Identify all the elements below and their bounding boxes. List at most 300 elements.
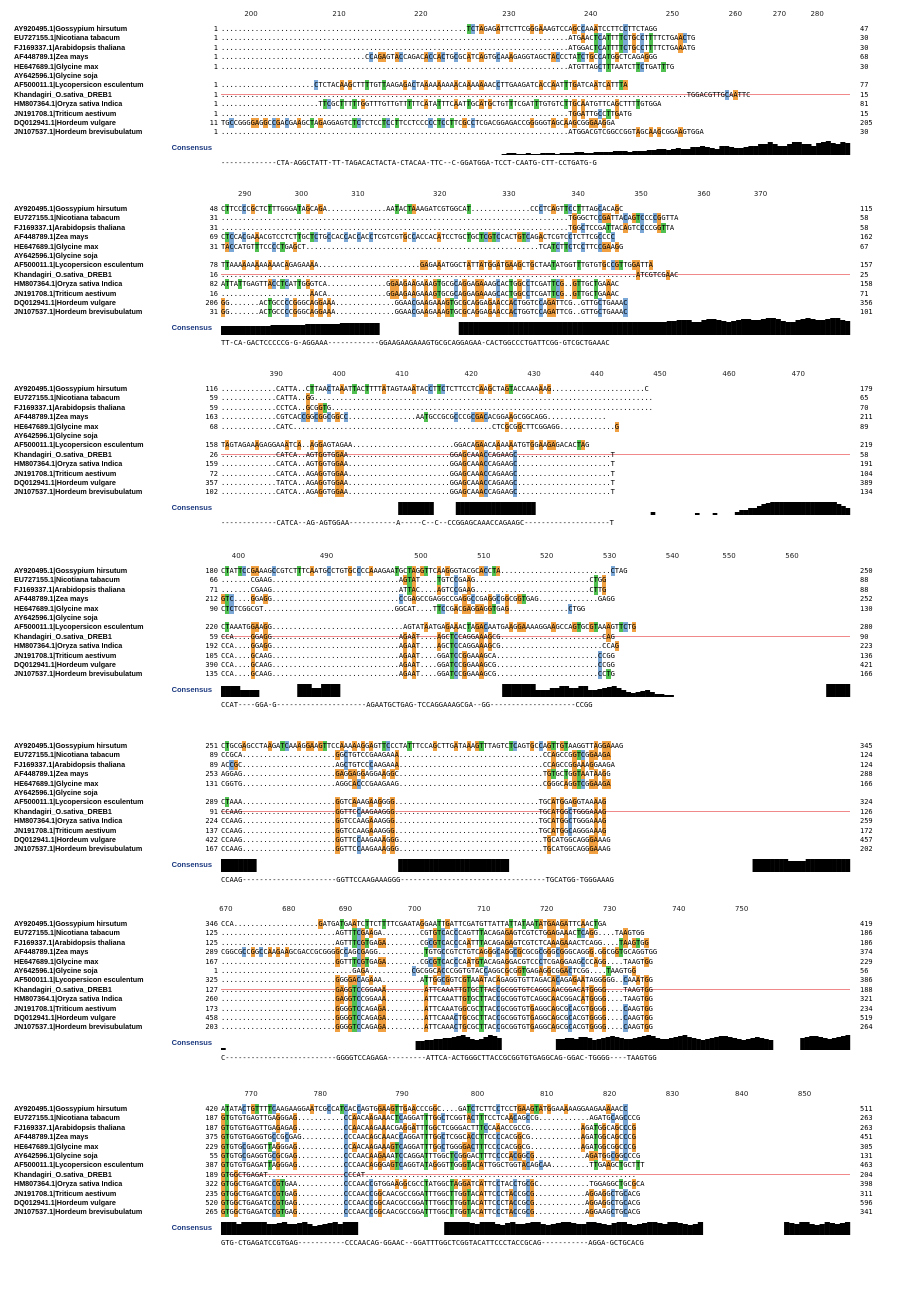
consensus-bar [315,324,320,335]
consensus-bar [246,326,251,335]
consensus-bar [254,690,259,697]
sequence-start-position: 189 [205,1170,218,1179]
consensus-bar [245,690,250,697]
consensus-bar [789,1223,794,1235]
consensus-bar [478,859,483,872]
consensus-bar [642,322,647,335]
consensus-bar [617,1222,622,1235]
consensus-bar [518,322,523,335]
consensus-bar [846,859,851,872]
consensus-bar [779,859,784,872]
sequence-name: EU727155.1|Nicotiana tabacum [14,1113,120,1123]
sequence-end-position: 451 [860,1133,873,1142]
consensus-bar [655,1038,660,1050]
alignment-block [14,370,886,555]
sequence-name: JN191708.1|Triticum aestivum [14,1188,117,1198]
consensus-bar [282,1222,287,1235]
sequence-end-position: 130 [860,604,873,613]
sequence-name: HE647689.1|Glycine max [14,241,99,251]
consensus-bar [633,1038,638,1050]
consensus-bar [502,154,507,155]
sequence-name: JN191708.1|Triticum aestivum [14,825,117,835]
sequence-residues: ..................................................................................TGGCTCCGATTACAGTCCCCGGTTA [221,222,675,232]
consensus-bar [820,320,825,335]
consensus-bar [710,148,715,155]
sequence-start-position: 187 [205,1123,218,1132]
sequence-end-position: 88 [860,585,869,594]
consensus-bar [442,859,447,872]
consensus-bar [491,859,496,872]
consensus-bar [460,502,465,515]
sequence-name: EU727155.1|Nicotiana tabacum [14,928,120,938]
sequence-end-position: 345 [860,742,873,750]
ruler-tick-label: 290 [238,190,252,198]
sequence-name: EU727155.1|Nicotiana tabacum [14,393,120,403]
consensus-bar [464,322,469,335]
consensus-bar [753,146,758,155]
consensus-bar [569,688,574,697]
consensus-bar [806,859,811,872]
sequence-name: FJ169337.1|Arabidopsis thaliana [14,402,126,412]
consensus-bar [360,323,365,335]
ruler-tick-label: 320 [433,190,447,198]
consensus-bar [345,323,350,335]
sequence-residues: CCA....GCAAG..............................AGAAT....GGATCCGGAAAGCG........................CCGG [221,660,615,669]
consensus-bar [518,502,523,515]
consensus-label: Consensus [171,322,212,332]
sequence-end-position: 234 [860,1004,873,1013]
consensus-bar [612,686,617,697]
consensus-bar [460,859,465,872]
sequence-residues: .............TATCA..AGAGGTGGAA........................GGAGCAAACCAGAAGC......................T [221,478,615,487]
sequence-residues: .............CCTCA..GCGGTG............................................................................ [221,402,653,412]
sequence-start-position: 125 [205,938,218,947]
consensus-bar [474,322,479,335]
consensus-bar [626,692,631,697]
consensus-bar [487,859,492,872]
consensus-bar [678,1036,683,1050]
consensus-bar [252,859,257,872]
ruler-tick-label: 250 [665,10,680,18]
consensus-bar [257,1222,262,1235]
consensus-bar [618,151,623,155]
consensus-bar [504,859,509,872]
consensus-bar [805,1037,810,1050]
sequence-name: AF448789.1|Zea mays [14,594,89,604]
sequence-end-position: 205 [860,119,873,127]
consensus-bar [261,326,266,335]
ruler-tick-label: 400 [231,552,246,560]
sequence-name: DQ012941.1|Hordeum vulgare [14,660,116,669]
sequence-name: AF500011.1|Lycopersicon esculentum [14,622,144,632]
consensus-bar [773,144,778,155]
sequence-end-position: 15 [860,109,869,118]
sequence-residues: GTGTGTGAGGTGCCGCGAG..........CCCAACAGCAAACCAGGATTTGGCTCGGCACCTTCCCCACGGCG............AGATGGCAGCCCG [221,1132,636,1142]
consensus-bar [662,322,667,335]
sequence-end-position: 90 [860,632,869,641]
consensus-bar [779,502,784,515]
consensus-bar [447,859,452,872]
sequence-residues: ...........................GAGGTCCGGAAA.........ATTCAAATTGTGCTTACCGCGGTGTCAGGCAACGGACATGGGG....TAAGTGG [221,994,653,1004]
consensus-bar [832,502,837,515]
consensus-bar [429,1040,434,1050]
sequence-residues: .......CGAAG..............................ATTAC....AGTCCGAAG...........................CTTG [221,584,607,594]
consensus-bar [398,502,403,515]
consensus-bar [443,1038,448,1050]
consensus-bar [636,692,641,697]
sequence-residues: GTGTGTGAGATTAGGGAG...........CCCAACAGGGAGTCAGGTATAGGGTTGGGTACATTGGCTGGTACAGCAA.........TTGAAGCTGCTTT [221,1160,645,1170]
sequence-residues: CCAAG......................GGTTCCAAGAAAGGG..................................TGCATGGCAGGGAAAG [221,835,611,844]
consensus-bar [784,1222,789,1235]
sequence-start-position: 26 [209,450,218,459]
consensus-bar [761,319,766,335]
consensus-bar [764,1039,769,1050]
consensus-bar [330,324,335,335]
consensus-bar [799,1222,804,1235]
consensus-bar [676,148,681,155]
consensus-bar [801,861,806,872]
sequence-name: DQ012941.1|Hordeum vulgare [14,478,116,487]
consensus-bar [701,1040,706,1050]
sequence-start-position: 235 [205,1189,218,1198]
ruler-tick-label: 310 [351,190,365,198]
consensus-bar [828,502,833,515]
consensus-bar [583,1037,588,1050]
sequence-residues: GG.......ACTGCCCCGGGCAGGAAA..............GGAACGAAGAAAGTGCGCAGGAGAACCACTGGTCCAGATTCG..GTTGCTGAAAC [221,307,628,317]
sequence-end-position: 136 [860,651,873,660]
consensus-histogram [221,497,861,515]
consensus-bar [821,142,826,155]
consensus-bar [815,320,820,335]
alignment-block [14,905,886,1090]
sequence-end-position: 88 [860,576,869,585]
consensus-bar [632,151,637,155]
consensus-bar [578,322,583,335]
ruler-tick-label: 260 [728,10,743,18]
consensus-bar [770,502,775,515]
consensus-bar [804,1222,809,1235]
consensus-bar [321,684,326,697]
consensus-histogram [221,679,861,697]
consensus-bar [705,147,710,155]
consensus-bar [235,686,240,697]
sequence-name: FJ169337.1|Arabidopsis thaliana [14,584,126,594]
consensus-bar [787,144,792,155]
consensus-label: Consensus [171,859,212,869]
consensus-bar [528,322,533,335]
sequence-residues: ..................................................................................ATGTTAGCTTTAATCTTCTGATTTG [221,61,675,71]
sequence-name: AY642596.1|Glycine soja [14,788,98,797]
consensus-bar [845,1035,850,1050]
consensus-bar [592,322,597,335]
consensus-bar [652,150,657,155]
sequence-start-position: 422 [205,836,218,844]
consensus-sequence: -------------CTA-AGGCTATT-TT-TAGACACTACTA-CTACAA-TTC--C-GGATGGA-TCCT-CAATG-CTT-CCTGATG-G [221,157,597,167]
sequence-residues: TGCCGGGGAGGCCGACGAAGCTAGAGGAGTCTCTCTCCTCCTTCCTCCCCCTCCTTCGCCTCGACGGAGACCGGGGGTAGCAAGCGGGAAGGA [221,118,615,127]
consensus-bar [456,859,461,872]
consensus-bar [612,1223,617,1235]
ruler-tick-label: 230 [502,10,516,18]
sequence-residues: ..................................................................................ATGGACGTCGGCCGGTAGCAAGCGGAAGTGGA [221,127,704,137]
consensus-bar [588,322,593,335]
sequence-end-position: 58 [860,223,869,232]
sequence-end-position: 101 [860,308,873,317]
sequence-name: HE647689.1|Glycine max [14,61,99,71]
consensus-bar [836,1037,841,1050]
consensus-bar [320,324,325,335]
sequence-end-position: 115 [860,205,873,213]
sequence-residues: TTAAAAAAAAAAAACAGAGAAAA........................GAGAAATGGCTATTATGGATGAAGCTGCTAATATGGTTTGTGTGCCGTTGGATTA [221,260,653,270]
consensus-bar [272,1224,277,1235]
consensus-bar [777,146,782,155]
consensus-bar [683,1035,688,1050]
sequence-start-position: 251 [205,742,218,750]
sequence-name: HM807364.1|Oryza sativa Indica [14,459,123,469]
position-ruler [14,552,886,562]
sequence-end-position: 202 [860,845,873,854]
sequence-residues: ..................................................................................ATGGACTCATTTTCTGCCTTTTCTGAAATG [221,42,696,52]
consensus-bar [574,152,579,155]
sequence-start-position: 192 [205,642,218,651]
sequence-name: AF448789.1|Zea mays [14,52,89,62]
consensus-bar [642,151,647,155]
sequence-end-position: 419 [860,920,873,928]
consensus-bar [835,1224,840,1235]
consensus-bar [758,144,763,155]
consensus-histogram [221,1217,861,1235]
sequence-start-position: 116 [205,385,218,393]
consensus-bar [721,321,726,335]
sequence-end-position: 68 [860,53,869,62]
consensus-bar [464,1222,469,1235]
sequence-end-position: 131 [860,1152,873,1160]
sequence-start-position: 90 [209,604,218,613]
sequence-name: HM807364.1|Oryza sativa Indica [14,99,123,109]
consensus-bar [617,322,622,335]
ruler-tick-label: 670 [219,905,233,913]
sequence-end-position: 186 [860,929,873,938]
consensus-bar [840,684,845,697]
consensus-bar [560,1039,565,1050]
consensus-bar [728,1037,733,1050]
sequence-residues: ...........................GGTTTCGTGAGA........CGCGTCACCCAATGTACAGAGGACGTCCCTCGAGGAAGCCCAGG....TAAGTGG [221,956,653,966]
sequence-start-position: 206 [205,299,218,307]
consensus-bar [713,513,718,515]
consensus-bar [845,143,850,155]
consensus-bar [652,322,657,335]
consensus-bar [735,512,740,515]
consensus-bar [806,502,811,515]
consensus-bar [606,1037,611,1050]
consensus-bar [586,1222,591,1235]
consensus-bar [696,322,701,335]
consensus-bar [550,688,555,697]
sequence-start-position: 31 [209,214,218,223]
consensus-bar [696,1039,701,1050]
ruler-tick-label: 400 [332,370,346,378]
consensus-bar [231,326,236,335]
sequence-name: AF448789.1|Zea mays [14,769,89,779]
consensus-bar [589,153,594,155]
consensus-bar [687,1037,692,1050]
ruler-tick-label: 390 [269,370,283,378]
consensus-bar [488,1035,493,1050]
consensus-bar [523,322,528,335]
consensus-bar [744,510,749,515]
consensus-bar [823,859,828,872]
consensus-bar [811,146,816,155]
consensus-bar [267,1224,272,1235]
consensus-bar [578,1037,583,1050]
consensus-bar [715,149,720,155]
consensus-histogram [221,137,861,155]
consensus-bar [538,322,543,335]
consensus-bar [766,859,771,872]
sequence-residues: GTGTGCGAGGTGCGCGAG...........CCCAACAAGAAATCCAGGATTTGGCTCGGGACTTTCCCCACGGCG............AGATGGCGGCCCG [221,1151,641,1160]
sequence-name: JN107537.1|Hordeum brevisubulatum [14,1207,143,1217]
sequence-name: EU727155.1|Nicotiana tabacum [14,213,120,223]
sequence-start-position: 1 [213,62,218,71]
ruler-tick-label: 410 [395,370,409,378]
consensus-bar [480,1222,485,1235]
sequence-name: AY920495.1|Gossypium hirsutum [14,566,128,575]
consensus-bar [792,861,797,872]
sequence-name: FJ169337.1|Arabidopsis thaliana [14,1122,126,1132]
consensus-bar [846,508,851,515]
consensus-bar [545,690,550,697]
consensus-bar [236,326,241,335]
consensus-bar [841,859,846,872]
consensus-bar [434,1039,439,1050]
consensus-bar [564,686,569,697]
consensus-bar [561,1222,566,1235]
consensus-bar [513,502,518,515]
consensus-bar [493,1036,498,1050]
sequence-end-position: 356 [860,299,873,307]
consensus-bar [612,322,617,335]
sequence-residues: CCAAG......................GGTTCCAAGAAGGG..................................TGCATGGCTGGGAAAG [221,806,607,816]
sequence-name: AF500011.1|Lycopersicon esculentum [14,440,144,450]
ruler-tick-label: 510 [477,552,491,560]
consensus-bar [761,859,766,872]
alignment-block [14,727,886,912]
sequence-end-position: 25 [860,270,869,279]
sequence-name: HM807364.1|Oryza sativa Indica [14,816,123,826]
consensus-bar [748,508,753,515]
consensus-bar [770,859,775,872]
consensus-bar [660,1039,665,1050]
sequence-start-position: 167 [205,845,218,854]
consensus-bar [659,694,664,697]
consensus-bar [598,152,603,155]
ruler-tick-label: 500 [414,552,428,560]
consensus-bar [621,690,626,697]
consensus-bar [338,1224,343,1235]
consensus-bar [664,695,669,697]
sequence-end-position: 162 [860,233,873,242]
sequence-end-position: 341 [860,1208,873,1217]
sequence-start-position: 289 [205,948,218,957]
ruler-tick-label: 550 [722,552,736,560]
consensus-bar [484,322,489,335]
consensus-bar [545,153,550,155]
consensus-bar [760,1038,765,1050]
consensus-bar [608,152,613,155]
sequence-name: JN107537.1|Hordeum brevisubulatum [14,844,143,854]
consensus-bar [221,686,226,697]
consensus-bar [810,502,815,515]
sequence-name: EU727155.1|Nicotiana tabacum [14,33,120,43]
consensus-bar [701,320,706,335]
consensus-bar [340,323,345,335]
consensus-bar [719,1036,724,1050]
sequence-start-position: 1 [213,90,218,99]
sequence-name: FJ169337.1|Arabidopsis thaliana [14,759,126,769]
consensus-bar [690,147,695,155]
consensus-bar [483,1037,488,1050]
consensus-bar [449,1222,454,1235]
sequence-end-position: 89 [860,422,869,431]
consensus-bar [271,325,276,335]
sequence-residues: CTCTCGGCGT...............................GGCAT....TTCCGACGAGGAGGTGAG..............CTGG [221,603,586,613]
consensus-bar [739,510,744,515]
sequence-start-position: 1 [213,34,218,43]
sequence-name: DQ012941.1|Hordeum vulgare [14,835,116,844]
sequence-end-position: 223 [860,642,873,651]
sequence-start-position: 66 [209,576,218,585]
sequence-end-position: 398 [860,1180,873,1189]
sequence-start-position: 125 [205,929,218,938]
ruler-tick-label: 490 [319,552,334,560]
consensus-bar [420,1041,425,1050]
sequence-end-position: 104 [860,469,873,478]
position-ruler [14,190,886,200]
consensus-bar [503,322,508,335]
sequence-residues: .......CGAAG..............................AGTAT....TGTCCGAAG...........................CTGG [221,575,607,585]
alignment-block [14,552,886,737]
ruler-tick-label: 830 [665,1090,680,1098]
sequence-start-position: 1 [213,100,218,109]
consensus-bar [328,1223,333,1235]
consensus-bar [672,1222,677,1235]
sequence-residues: CCA....GGAGG..............................AGAAT....AGCTCCAGGAAAGCG........................CAG [221,631,615,641]
sequence-start-position: 31 [209,308,218,317]
consensus-bar [682,320,687,335]
consensus-bar [723,1036,728,1050]
consensus-bar [751,320,756,335]
consensus-bar [540,153,545,155]
sequence-name: JN191708.1|Triticum aestivum [14,468,117,478]
consensus-bar [796,320,801,335]
consensus-bar [243,859,248,872]
sequence-end-position: 511 [860,1105,873,1113]
consensus-bar [810,319,815,335]
sequence-residues: CTGCGAGCCTAAGATCAAAGGAAGTTCCAAAAAGGAGTTCCCTATTTCCAGCTTGATAAAGTTTAGTCTCAGTGCCAGTTGTAAGGTTAGGAAAG [221,741,624,750]
consensus-bar [710,1038,715,1050]
consensus-bar [350,323,355,335]
sequence-start-position: 131 [205,779,218,788]
consensus-bar [512,684,517,697]
consensus-bar [677,320,682,335]
consensus-bar [262,1222,267,1235]
consensus-sequence: GTG-CTGAGATCCGTGAG-----------CCCAACAG-GGAAC--GGATTTGGCTCGGTACATTCCCTACCGCAG-----------AGGA-GCTGCACG [221,1237,644,1247]
consensus-bar [650,692,655,697]
consensus-bar [683,1224,688,1235]
consensus-bar [556,1223,561,1235]
consensus-bar [716,320,721,335]
consensus-bar [818,1037,823,1050]
consensus-bar [469,322,474,335]
